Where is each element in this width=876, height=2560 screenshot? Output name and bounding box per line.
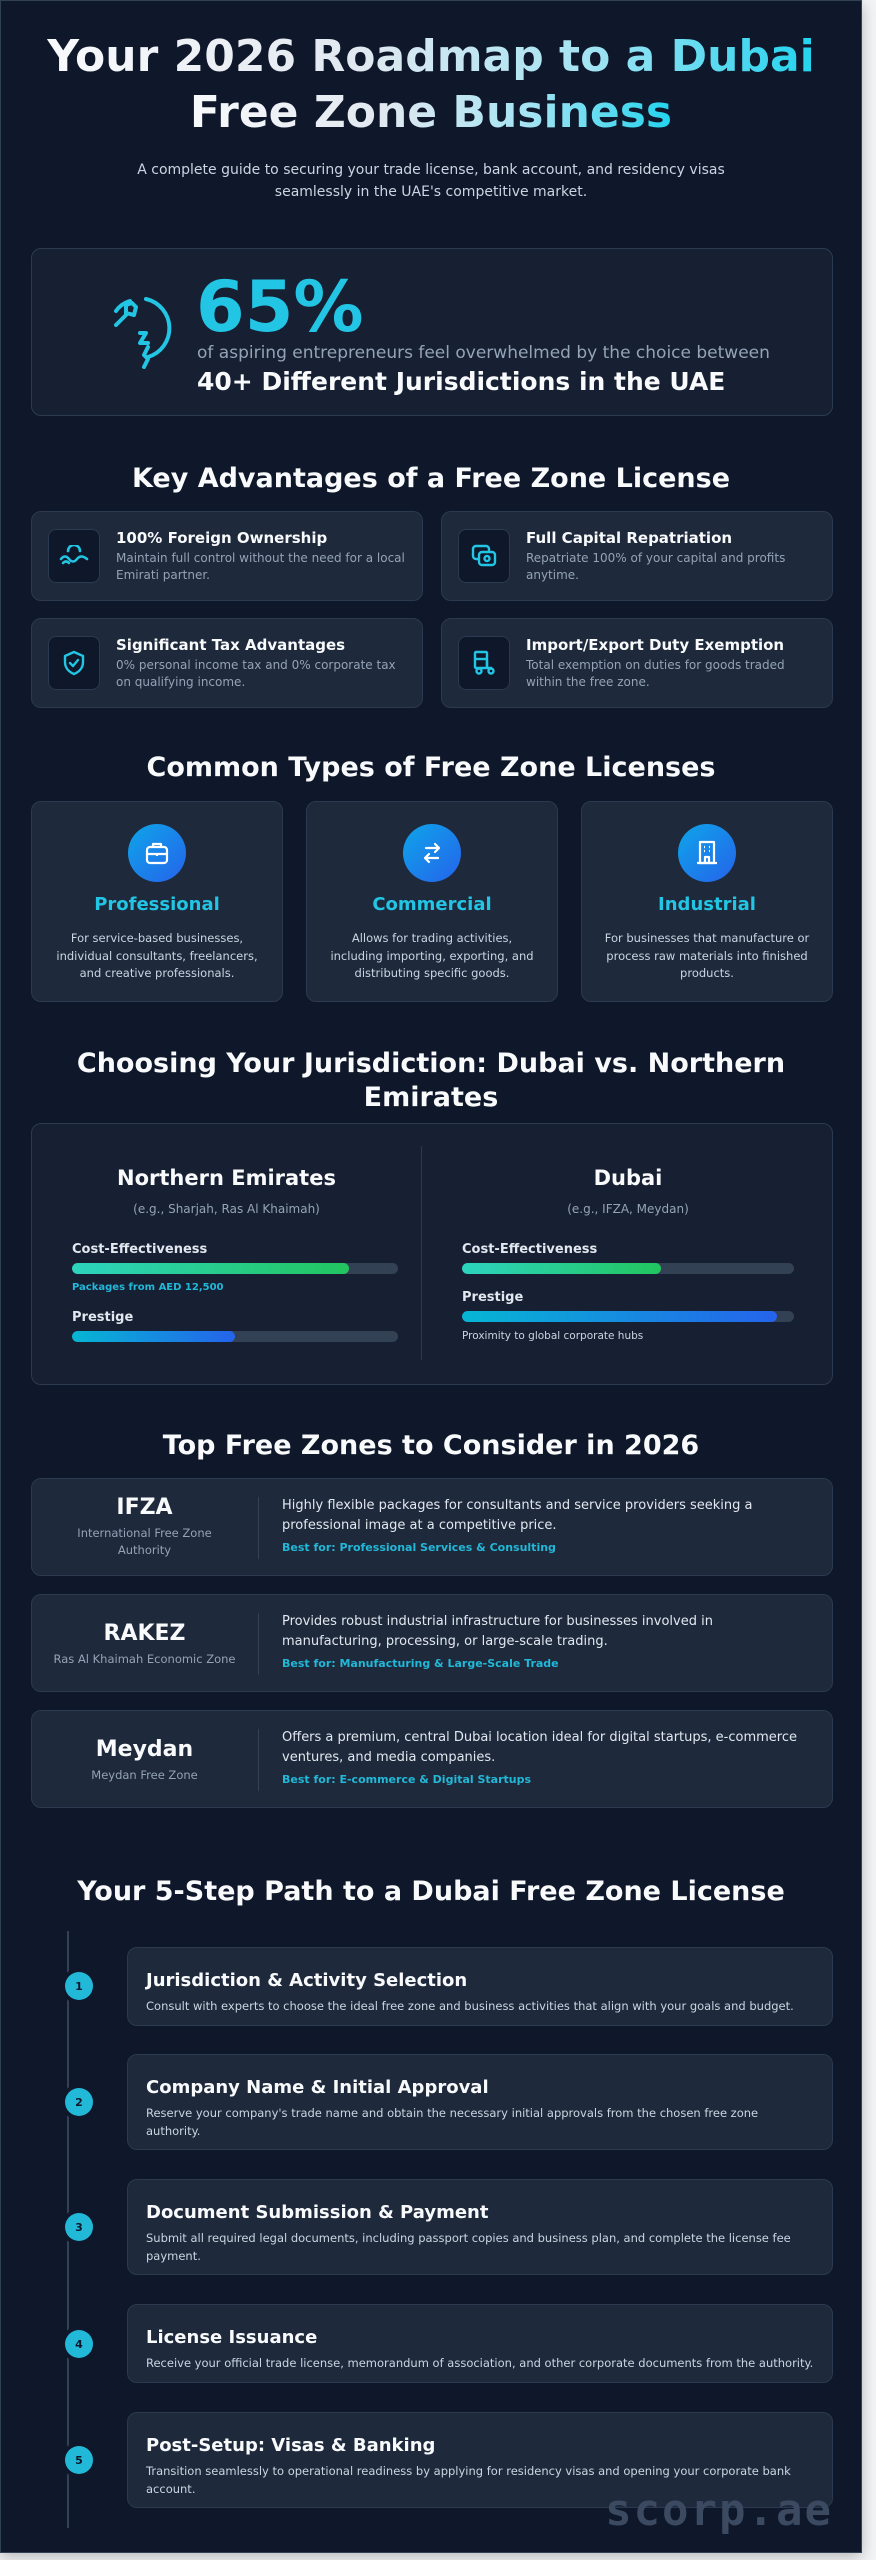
- step-desc: Transition seamlessly to operational readiness by applying for residency visas and opening your corporate bank account.: [146, 2464, 791, 2496]
- jurisdiction-examples: (e.g., IFZA, Meydan): [567, 1202, 689, 1216]
- hero-title: [1, 29, 861, 141]
- advantage-title: 100% Foreign Ownership: [116, 529, 328, 547]
- zone-name: IFZA: [116, 1495, 173, 1520]
- step-title: Post-Setup: Visas & Banking: [146, 2435, 436, 2456]
- truck-icon: [472, 650, 496, 676]
- advantage-title: Significant Tax Advantages: [116, 636, 346, 654]
- prestige-bar: [72, 1331, 398, 1342]
- step-title: Jurisdiction & Activity Selection: [146, 1970, 468, 1991]
- zone-identity: [32, 1479, 257, 1575]
- advantage-card: [441, 511, 833, 601]
- step-number: 5: [65, 2446, 93, 2474]
- zone-desc: Provides robust industrial infrastructure for businesses involved in manufacturing, processing, or large-scale trading.: [282, 1614, 713, 1649]
- arrows-exchange-icon: [418, 839, 446, 867]
- license-desc: For businesses that manufacture or process raw materials into finished products.: [604, 931, 810, 980]
- license-desc: Allows for trading activities, including importing, exporting, and distributing specific goods.: [330, 931, 534, 980]
- globe-search-icon: [100, 289, 172, 369]
- license-card-professional: [31, 801, 283, 1002]
- zones-title: Top Free Zones to Consider in 2026: [162, 1430, 700, 1461]
- advantage-desc: Repatriate 100% of your capital and profits anytime.: [526, 551, 786, 582]
- license-name: Industrial: [658, 894, 756, 915]
- advantage-icon-box: [48, 636, 100, 690]
- steps-title: Your 5-Step Path to a Dubai Free Zone License: [77, 1876, 785, 1907]
- zone-desc: Highly flexible packages for consultants and service providers seeking a professional image at a competitive price.: [282, 1498, 753, 1533]
- license-name: Professional: [94, 894, 220, 915]
- license-icon-circle: [128, 824, 186, 882]
- step-number: 1: [65, 1972, 93, 2000]
- step-number: 3: [65, 2213, 93, 2241]
- license-icon-circle: [678, 824, 736, 882]
- jurisdiction-name: Dubai: [593, 1166, 663, 1190]
- cost-note: Packages from AED 12,500: [72, 1282, 224, 1293]
- advantage-desc: Maintain full control without the need for a local Emirati partner.: [116, 551, 405, 582]
- step-card: [127, 2054, 833, 2150]
- licenses-title: Common Types of Free Zone Licenses: [146, 752, 716, 783]
- zone-full-name: Meydan Free Zone: [91, 1768, 198, 1782]
- ownership-icon: [59, 545, 89, 567]
- jurisdiction-name: Northern Emirates: [117, 1166, 336, 1190]
- hero-subtitle: A complete guide to securing your trade license, bank account, and residency visas seamlessly in the UAE's competitive market.: [137, 162, 725, 200]
- comparison-title: Choosing Your Jurisdiction: Dubai vs. Northern Emirates: [76, 1048, 786, 1113]
- zone-card-meydan: [31, 1710, 833, 1808]
- cost-bar: [72, 1263, 398, 1274]
- zone-divider: [258, 1729, 259, 1791]
- zone-desc: Offers a premium, central Dubai location ideal for digital startups, e-commerce ventures, and media companies.: [282, 1730, 797, 1765]
- money-icon: [471, 544, 497, 568]
- zone-best-for: Best for: E-commerce & Digital Startups: [282, 1773, 532, 1786]
- prestige-label: Prestige: [72, 1310, 134, 1325]
- cost-bar-fill: [72, 1263, 349, 1274]
- stat-card: [31, 248, 833, 416]
- zone-identity: [32, 1711, 257, 1807]
- step-desc: Consult with experts to choose the ideal free zone and business activities that align with your goals and budget.: [146, 1999, 794, 2013]
- step-card: [127, 2304, 833, 2383]
- zone-divider: [258, 1497, 259, 1559]
- license-desc: For service-based businesses, individual consultants, freelancers, and creative professionals.: [56, 931, 258, 980]
- zone-name: Meydan: [95, 1737, 194, 1762]
- advantage-icon-box: [458, 636, 510, 690]
- hero-title-line1: Your 2026 Roadmap to a Dubai: [47, 31, 815, 82]
- license-icon-circle: [403, 824, 461, 882]
- advantages-title: Key Advantages of a Free Zone License: [131, 463, 731, 494]
- cost-label: Cost-Effectiveness: [462, 1242, 598, 1257]
- advantage-icon-box: [458, 529, 510, 583]
- cost-bar-fill: [462, 1263, 661, 1274]
- cost-bar: [462, 1263, 794, 1274]
- zone-card-rakez: [31, 1594, 833, 1692]
- zone-full-name: International Free Zone Authority: [77, 1526, 212, 1557]
- zone-identity: [32, 1595, 257, 1691]
- advantage-desc: 0% personal income tax and 0% corporate tax on qualifying income.: [116, 658, 396, 689]
- step-number: 4: [65, 2330, 93, 2358]
- building-icon: [693, 839, 721, 867]
- zone-best-for: Best for: Manufacturing & Large-Scale Trade: [282, 1657, 559, 1670]
- comparison-card: [31, 1123, 833, 1385]
- advantage-title: Import/Export Duty Exemption: [526, 636, 785, 654]
- step-desc: Submit all required legal documents, including passport copies and business plan, and complete the license fee payment.: [146, 2231, 791, 2263]
- step-title: License Issuance: [146, 2327, 318, 2348]
- shield-check-icon: [62, 650, 86, 676]
- step-desc: Receive your official trade license, memorandum of association, and other corporate documents from the authority.: [146, 2356, 814, 2370]
- advantage-card: [441, 618, 833, 708]
- zone-divider: [258, 1613, 259, 1675]
- prestige-note: Proximity to global corporate hubs: [462, 1330, 644, 1342]
- zone-name: RAKEZ: [103, 1621, 186, 1646]
- watermark: scorp.ae: [605, 2485, 833, 2536]
- prestige-bar: [462, 1311, 794, 1322]
- step-title: Document Submission & Payment: [146, 2202, 489, 2223]
- prestige-bar-fill: [72, 1331, 235, 1342]
- prestige-bar-fill: [462, 1311, 777, 1322]
- briefcase-icon: [143, 839, 171, 867]
- stat-value: 65%: [196, 266, 364, 348]
- license-card-industrial: [581, 801, 833, 1002]
- jurisdiction-examples: (e.g., Sharjah, Ras Al Khaimah): [133, 1202, 320, 1216]
- zone-best-for: Best for: Professional Services & Consulting: [282, 1541, 556, 1554]
- advantage-card: [31, 618, 423, 708]
- hero-title-line2: Free Zone Business: [189, 87, 673, 138]
- advantage-title: Full Capital Repatriation: [526, 529, 733, 547]
- step-desc: Reserve your company's trade name and obtain the necessary initial approvals from the chosen free zone authority.: [146, 2106, 759, 2138]
- advantage-desc: Total exemption on duties for goods traded within the free zone.: [526, 658, 785, 689]
- cost-label: Cost-Effectiveness: [72, 1242, 208, 1257]
- step-card: [127, 1947, 833, 2026]
- license-card-commercial: [306, 801, 558, 1002]
- zone-card-ifza: [31, 1478, 833, 1576]
- advantage-icon-box: [48, 529, 100, 583]
- step-title: Company Name & Initial Approval: [146, 2077, 489, 2098]
- license-name: Commercial: [372, 894, 492, 915]
- stat-description: of aspiring entrepreneurs feel overwhelmed by the choice between: [197, 343, 770, 363]
- stat-highlight: 40+ Different Jurisdictions in the UAE: [197, 367, 726, 396]
- step-card: [127, 2179, 833, 2275]
- zone-full-name: Ras Al Khaimah Economic Zone: [53, 1652, 236, 1666]
- prestige-label: Prestige: [462, 1290, 524, 1305]
- advantage-card: [31, 511, 423, 601]
- step-number: 2: [65, 2088, 93, 2116]
